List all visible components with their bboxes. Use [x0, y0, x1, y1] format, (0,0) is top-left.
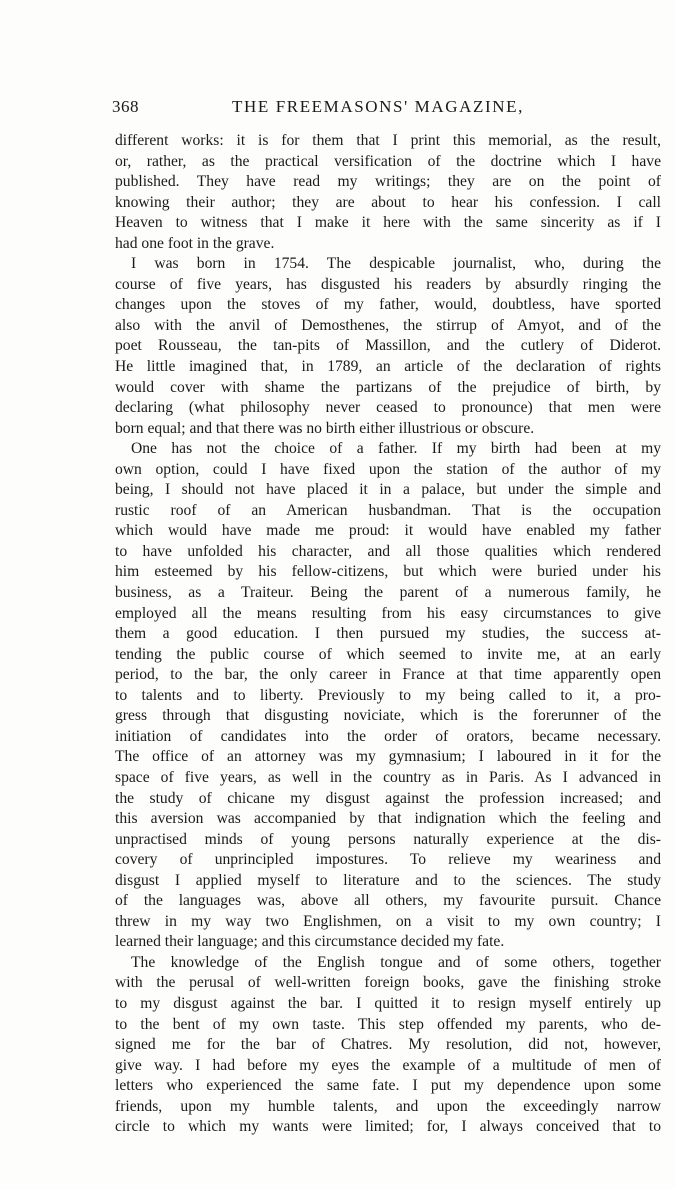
- text-line: of the languages was, above all others, my favourite pursuit. Chance: [115, 892, 661, 910]
- text-line: would cover with shame the partizans of the prejudice of birth, by: [115, 378, 661, 396]
- text-line: this aversion was accompanied by that indignation which the feeling and: [115, 810, 661, 828]
- text-line: declaring (what philosophy never ceased to pronounce) that men were: [115, 399, 661, 417]
- text-line: to my disgust against the bar. I quitted it to resign myself entirely up: [115, 994, 661, 1012]
- text-line: circle to which my wants were limited; for, I always conceived that to: [115, 1118, 661, 1136]
- text-line: published. They have read my writings; they are on the point of: [115, 173, 661, 191]
- text-line: tending the public course of which seemed to invite me, at an early: [115, 645, 661, 663]
- running-title: THE FREEMASONS' MAGAZINE,: [232, 97, 524, 116]
- body-text: [115, 131, 661, 1138]
- text-line: own option, could I have fixed upon the station of the author of my: [115, 460, 661, 478]
- text-line: business, as a Traiteur. Being the parent of a numerous family, he: [115, 584, 661, 602]
- text-line: signed me for the bar of Chatres. My resolution, did not, however,: [115, 1036, 661, 1054]
- text-line: friends, upon my humble talents, and upon the exceedingly narrow: [115, 1097, 661, 1115]
- text-line: different works: it is for them that I print this memorial, as the result,: [115, 132, 661, 149]
- text-line: with the perusal of well-written foreign books, gave the finishing stroke: [115, 974, 661, 992]
- text-line: born equal; and that there was no birth either illustrious or obscure.: [115, 419, 535, 437]
- text-line: Heaven to witness that I make it here with the same sincerity as if I: [115, 214, 661, 232]
- text-line: which would have made me proud: it would have enabled my father: [115, 522, 661, 540]
- text-line: being, I should not have placed it in a palace, but under the simple and: [115, 481, 661, 499]
- text-line: course of five years, has disgusted his readers by absurdly ringing the: [115, 275, 661, 293]
- text-line: period, to the bar, the only career in France at that time apparently open: [115, 666, 661, 684]
- text-line: him esteemed by his fellow-citizens, but which were buried under his: [115, 563, 661, 581]
- text-line: One has not the choice of a father. If my birth had been at my: [131, 440, 661, 458]
- text-line: to the bent of my own taste. This step offended my parents, who de-: [115, 1015, 661, 1033]
- text-line: the study of chicane my disgust against the profession increased; and: [115, 789, 661, 807]
- text-line: poet Rousseau, the tan-pits of Massillon, and the cutlery of Diderot.: [115, 337, 661, 355]
- text-line: to have unfolded his character, and all those qualities which rendered: [115, 542, 661, 560]
- text-line: knowing their author; they are about to hear his confession. I call: [115, 193, 661, 211]
- text-line: I was born in 1754. The despicable journalist, who, during the: [131, 255, 661, 273]
- text-line: also with the anvil of Demosthenes, the stirrup of Amyot, and of the: [115, 316, 661, 334]
- text-line: give way. I had before my eyes the example of a multitude of men of: [115, 1056, 661, 1074]
- text-line: He little imagined that, in 1789, an article of the declaration of rights: [115, 358, 661, 376]
- text-line: learned their language; and this circumstance decided my fate.: [115, 933, 505, 951]
- text-line: gress through that disgusting noviciate, which is the forerunner of the: [115, 707, 661, 725]
- text-line: to talents and to liberty. Previously to my being called to it, a pro-: [115, 686, 661, 704]
- text-line: changes upon the stoves of my father, would, doubtless, have sported: [115, 296, 661, 314]
- text-line: employed all the means resulting from his easy circumstances to give: [115, 604, 661, 622]
- text-line: rustic roof of an American husbandman. That is the occupation: [115, 501, 661, 519]
- text-line: unpractised minds of young persons naturally experience at the dis-: [115, 830, 661, 848]
- page-header: [112, 97, 662, 125]
- text-line: threw in my way two Englishmen, on a visit to my own country; I: [115, 912, 661, 930]
- text-line: space of five years, as well in the country as in Paris. As I advanced in: [115, 768, 661, 786]
- text-line: or, rather, as the practical versification of the doctrine which I have: [115, 152, 661, 170]
- text-line: The office of an attorney was my gymnasium; I laboured in it for the: [115, 748, 661, 766]
- text-line: letters who experienced the same fate. I put my dependence upon some: [115, 1077, 661, 1095]
- text-line: them a good education. I then pursued my studies, the success at-: [115, 625, 661, 643]
- text-line: had one foot in the grave.: [115, 234, 275, 252]
- text-line: covery of unprincipled impostures. To relieve my weariness and: [115, 851, 661, 869]
- text-line: initiation of candidates into the order of orators, became necessary.: [115, 727, 661, 745]
- page-number: 368: [112, 97, 139, 116]
- text-line: disgust I applied myself to literature and to the sciences. The study: [115, 871, 661, 889]
- text-line: The knowledge of the English tongue and of some others, together: [131, 953, 661, 971]
